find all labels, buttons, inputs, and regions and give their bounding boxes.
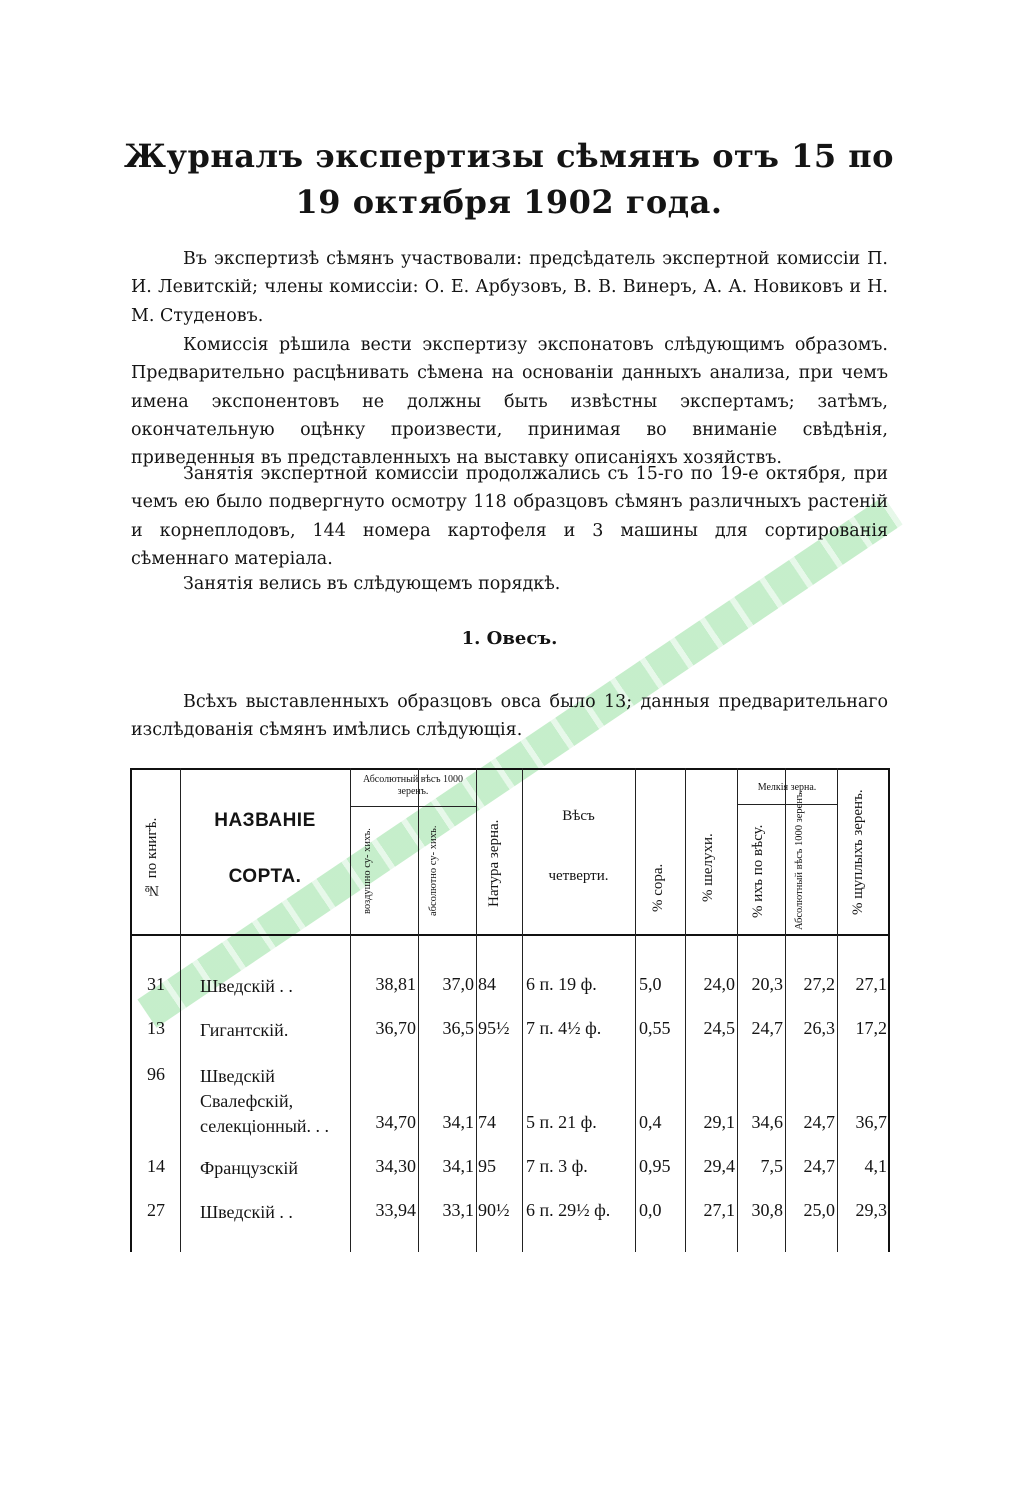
- section-title: 1. Овесъ.: [461, 628, 558, 649]
- row-weight: 6 п. 29½ ф.: [526, 1200, 611, 1220]
- row-num: 14: [147, 1156, 165, 1176]
- row-air: 36,70: [375, 1018, 416, 1038]
- header-natura: Натура зерна.: [486, 819, 502, 907]
- row-weeds: 5,0: [639, 974, 662, 994]
- row-name: Гигантскій.: [200, 1020, 289, 1040]
- row-small-pct: 20,3: [751, 974, 783, 994]
- table-left-rule: [130, 768, 132, 1252]
- row-abs: 34,1: [442, 1112, 474, 1132]
- row-name: Французскій: [200, 1158, 298, 1178]
- title-line-1: Журналъ экспертизы сѣмянъ отъ 15 по: [123, 137, 894, 175]
- row-air: 34,70: [375, 1112, 416, 1132]
- header-small-abs: Абсолютный вѣсъ 1000 зеренъ.: [794, 789, 805, 930]
- row-abs: 37,0: [442, 974, 474, 994]
- header-weeds: % сора.: [650, 863, 666, 913]
- col-rule: [737, 768, 738, 1252]
- header-small-group: Мелкія зерна.: [757, 782, 817, 793]
- section-intro: Всѣхъ выставленныхъ образцовъ овса было 13; данныя предварительнаго изслѣдованія сѣмянъ имѣлись слѣдующія.: [131, 692, 888, 741]
- row-natura: 95: [478, 1156, 496, 1176]
- row-husk: 29,4: [703, 1156, 735, 1176]
- row-abs: 34,1: [442, 1156, 474, 1176]
- row-weeds: 0,4: [639, 1112, 662, 1132]
- row-husk: 27,1: [703, 1200, 735, 1220]
- row-natura: 95½: [478, 1018, 510, 1038]
- col-rule: [522, 768, 523, 1252]
- row-num: 96: [147, 1064, 165, 1084]
- row-small-pct: 30,8: [751, 1200, 783, 1220]
- row-weight: 6 п. 19 ф.: [526, 974, 597, 994]
- header-husk: % шелухи.: [700, 833, 716, 903]
- row-name: Шведскій Свалефскій, селекціонный. . .: [200, 1066, 330, 1136]
- paragraph-schedule: Занятія экспертной комиссіи продолжались съ 15-го по 19-е октября, при чемъ ею было подвергнуто осмотру 118 образцовъ сѣмянъ различныхъ растеній и корнеплодовъ, 144 номера картофеля и 3 машины для сортированія сѣменнаго матеріала.: [131, 464, 888, 569]
- title-line-2: 19 октября 1902 года.: [295, 183, 723, 221]
- col-rule: [785, 768, 786, 1252]
- row-husk: 24,5: [703, 1018, 735, 1038]
- paragraph-participants: Въ экспертизѣ сѣмянъ участвовали: предсѣдатель экспертной комиссіи П. И. Левитскій; члены комиссіи: О. Е. Арбузовъ, В. В. Винеръ, А. А. Новиковъ и Н. М. Студеновъ.: [131, 249, 888, 326]
- col-rule: [350, 768, 351, 1252]
- row-natura: 74: [478, 1112, 496, 1132]
- paragraph-method: Комиссія рѣшила вести экспертизу экспонатовъ слѣдующимъ образомъ. Предварительно расцѣнивать сѣмена на основаніи данныхъ анализа, при чемъ имена экспонентовъ не должны быть извѣстны экспертамъ; затѣмъ, окончательную оцѣнку произвести, принимая во вниманіе свѣдѣнія, приведенныя въ представленныхъ на выставку описаніяхъ хозяйствъ.: [131, 335, 888, 469]
- row-num: 27: [147, 1200, 165, 1220]
- header-small-pct: % ихъ по вѣсу.: [750, 824, 766, 918]
- header-weight-1: Вѣсъ: [562, 808, 595, 824]
- row-scaly: 29,3: [855, 1200, 887, 1220]
- row-abs: 36,5: [442, 1018, 474, 1038]
- col-rule: [476, 768, 477, 1252]
- row-husk: 29,1: [703, 1112, 735, 1132]
- table-top-rule: [130, 768, 890, 770]
- row-scaly: 36,7: [855, 1112, 887, 1132]
- col-rule: [635, 768, 636, 1252]
- row-weeds: 0,0: [639, 1200, 662, 1220]
- header-name-1: НАЗВАНІЕ: [214, 810, 316, 831]
- paragraph-order: Занятія велись въ слѣдующемъ порядкѣ.: [183, 574, 561, 594]
- row-abs: 33,1: [442, 1200, 474, 1220]
- row-name: Шведскій . .: [200, 1202, 293, 1222]
- row-air: 33,94: [375, 1200, 416, 1220]
- row-air: 34,30: [375, 1156, 416, 1176]
- table-right-rule: [888, 768, 890, 1252]
- row-small-pct: 24,7: [751, 1018, 783, 1038]
- group-rule-weight: [350, 806, 476, 807]
- row-small-abs: 25,0: [803, 1200, 835, 1220]
- row-weight: 7 п. 4½ ф.: [526, 1018, 602, 1038]
- row-small-abs: 24,7: [803, 1156, 835, 1176]
- header-name-2: СОРТА.: [228, 866, 302, 887]
- row-weeds: 0,55: [639, 1018, 671, 1038]
- row-small-abs: 27,2: [803, 974, 835, 994]
- col-rule: [837, 768, 838, 1252]
- row-num: 31: [147, 974, 165, 994]
- table-header-rule: [130, 934, 890, 936]
- header-num: № по книгѣ.: [144, 817, 160, 899]
- row-scaly: 27,1: [855, 974, 887, 994]
- page-title: [110, 133, 908, 225]
- row-small-abs: 26,3: [803, 1018, 835, 1038]
- col-rule: [418, 768, 419, 1252]
- header-weight-2: четверти.: [548, 868, 609, 884]
- row-small-pct: 34,6: [751, 1112, 783, 1132]
- header-air-dry: воздушно су- хихъ.: [362, 828, 373, 914]
- row-weight: 5 п. 21 ф.: [526, 1112, 597, 1132]
- row-weeds: 0,95: [639, 1156, 671, 1176]
- row-scaly: 4,1: [864, 1156, 887, 1176]
- col-rule: [685, 768, 686, 1252]
- row-small-abs: 24,7: [803, 1112, 835, 1132]
- header-abs-dry: абсолютно су- хихъ.: [428, 825, 439, 917]
- row-small-pct: 7,5: [760, 1156, 783, 1176]
- row-air: 38,81: [375, 974, 416, 994]
- row-num: 13: [147, 1018, 165, 1038]
- row-name: Шведскій . .: [200, 976, 293, 996]
- row-scaly: 17,2: [855, 1018, 887, 1038]
- row-husk: 24,0: [703, 974, 735, 994]
- group-rule-small: [737, 804, 837, 805]
- row-natura: 90½: [478, 1200, 510, 1220]
- row-weight: 7 п. 3 ф.: [526, 1156, 588, 1176]
- oats-table: [130, 768, 890, 1252]
- header-scaly: % щуплыхъ зеренъ.: [850, 789, 866, 915]
- col-rule: [180, 768, 181, 1252]
- row-natura: 84: [478, 974, 496, 994]
- header-abs-weight-group: Абсолютный вѣсъ 1000 зеренъ.: [363, 774, 463, 797]
